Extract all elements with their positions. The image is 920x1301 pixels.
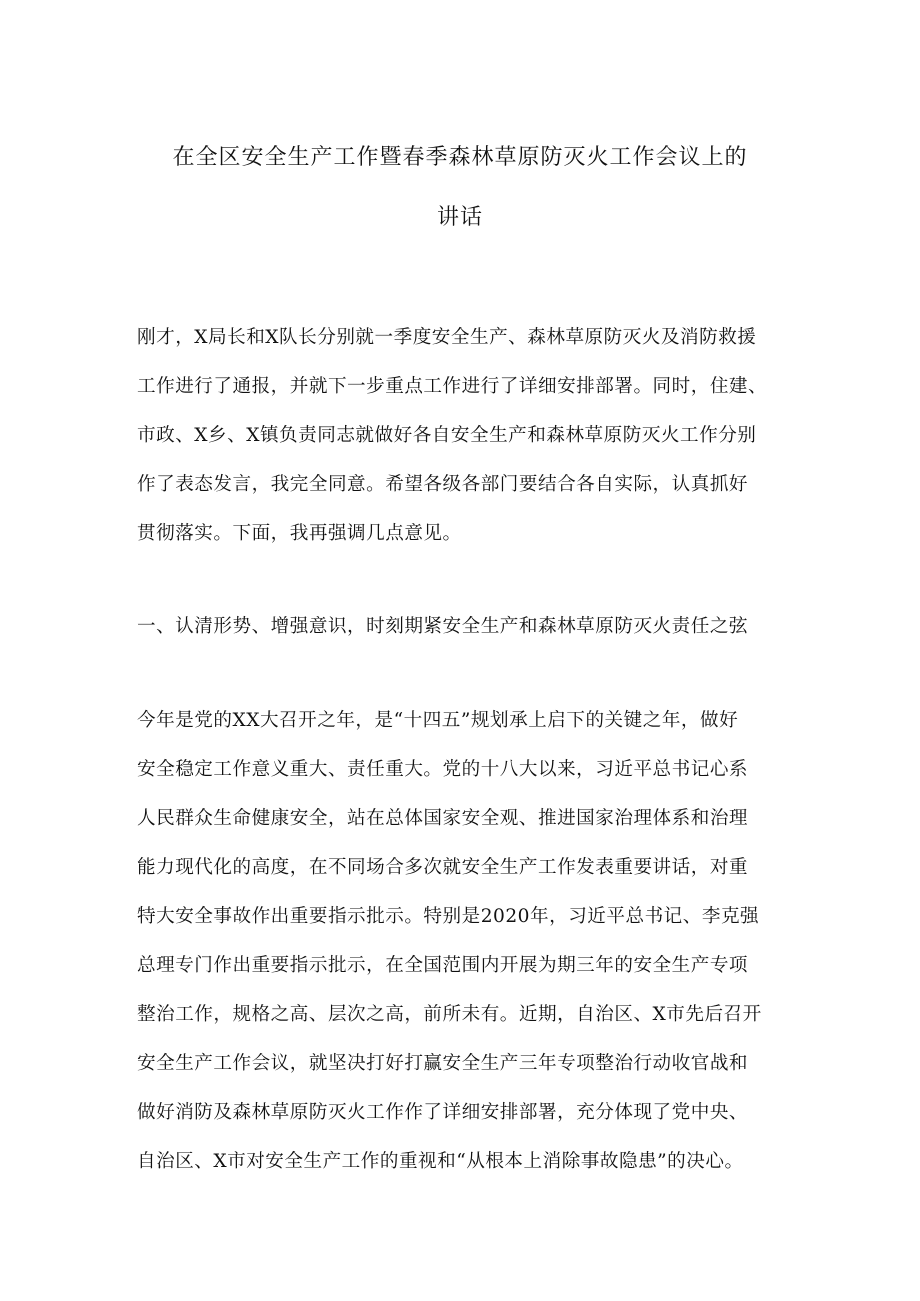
body-paragraph-line: 总理专门作出重要指示批示，在全国范围内开展为期三年的安全生产专项 — [137, 955, 749, 976]
body-paragraph-line: 安全稳定工作意义重大、责任重大。党的十八大以来，习近平总书记心系 — [137, 759, 749, 780]
body-paragraph-line: 今年是党的XX大召开之年，是“十四五”规划承上启下的关键之年，做好 — [137, 710, 739, 731]
body-paragraph-line: 人民群众生命健康安全，站在总体国家安全观、推进国家治理体系和治理 — [137, 808, 749, 829]
document-title-line-2: 讲话 — [436, 205, 483, 230]
intro-paragraph-line: 作了表态发言，我完全同意。希望各级各部门要结合各自实际，认真抓好 — [137, 474, 749, 495]
intro-paragraph-line: 贯彻落实。下面，我再强调几点意见。 — [137, 523, 462, 544]
body-paragraph-line: 特大安全事故作出重要指示批示。特别是2020年，习近平总书记、李克强 — [137, 906, 760, 927]
body-paragraph-line: 安全生产工作会议，就坚决打好打赢安全生产三年专项整治行动收官战和 — [137, 1053, 749, 1074]
body-paragraph-line: 自治区、X市对安全生产工作的重视和“从根本上消除事故隐患”的决心。 — [137, 1151, 744, 1172]
intro-paragraph-line: 市政、X乡、X镇负责同志就做好各自安全生产和森林草原防灭火工作分别 — [137, 425, 757, 446]
document-title-line-1: 在全区安全生产工作暨春季森林草原防灭火工作会议上的 — [172, 145, 748, 170]
section-heading: 一、认清形势、增强意识，时刻期紧安全生产和森林草原防灭火责任之弦 — [137, 616, 749, 637]
body-paragraph-line: 能力现代化的高度，在不同场合多次就安全生产工作发表重要讲话，对重 — [137, 857, 749, 878]
body-paragraph-line: 整治工作，规格之高、层次之高，前所未有。近期，自治区、X市先后召开 — [137, 1004, 762, 1025]
intro-paragraph-line: 工作进行了通报，并就下一步重点工作进行了详细安排部署。同时，住建、 — [137, 376, 768, 397]
body-paragraph-line: 做好消防及森林草原防灭火工作作了详细安排部署，充分体现了党中央、 — [137, 1102, 749, 1123]
intro-paragraph-line: 刚才，X局长和X队长分别就一季度安全生产、森林草原防灭火及消防救援 — [137, 327, 757, 348]
